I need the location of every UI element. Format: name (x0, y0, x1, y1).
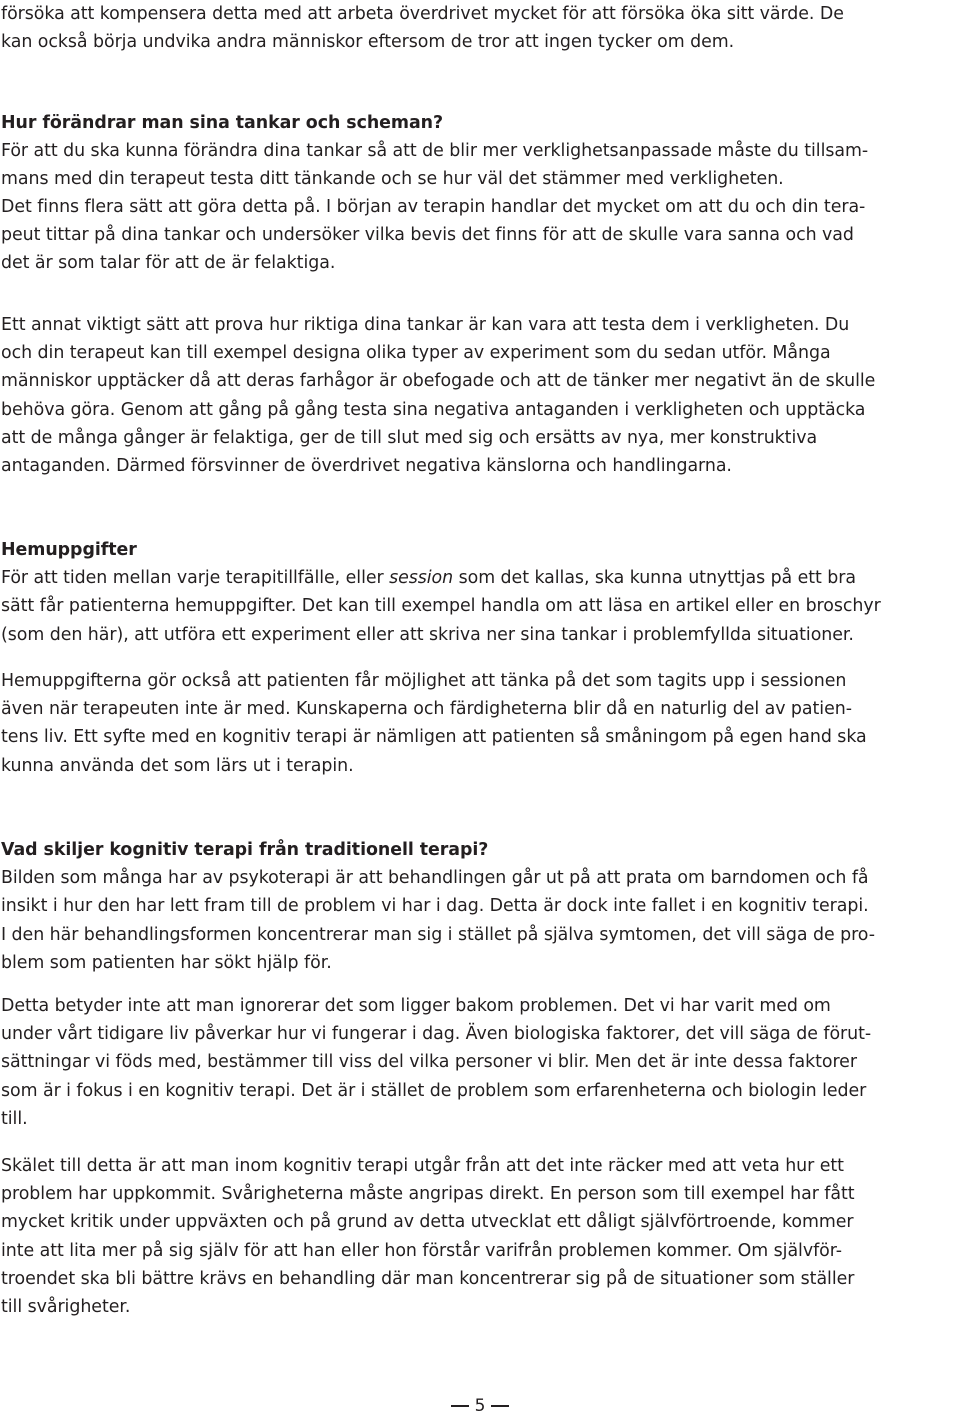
footer-dash-right (491, 1405, 509, 1406)
text-line: (som den här), att utföra ett experiment eller att skriva ner sina tankar i problemfyllda situationer. (1, 624, 854, 645)
text-line: sättningar vi föds med, bestämmer till viss del vilka personer vi blir. Men det är inte dessa faktorer (1, 1052, 857, 1073)
footer-dash-left (451, 1405, 469, 1406)
text-line: mans med din terapeut testa ditt tänkande och se hur väl det stämmer med verkligheten. (1, 169, 784, 190)
text-line: människor upptäcker då att deras farhågor är obefogade och att de tänker mer negativt än de skulle (1, 371, 876, 392)
text-line: Bilden som många har av psykoterapi är att behandlingen går ut på att prata om barndomen och få (1, 868, 869, 889)
section-skillnad (1, 836, 959, 977)
text-line: Hemuppgifterna gör också att patienten får möjlighet att tänka på det som tagits upp i sessionen (1, 671, 847, 691)
text-line: och din terapeut kan till exempel designa olika typer av experiment som du sedan utför. Många (1, 343, 831, 364)
text-line: mycket kritik under uppväxten och på grund av detta utvecklat ett dåligt självförtroende, kommer (1, 1212, 854, 1233)
text-line: antaganden. Därmed försvinner de överdrivet negativa känslorna och handlingarna. (1, 456, 732, 477)
text-line: under vårt tidigare liv påverkar hur vi fungerar i dag. Även biologiska faktorer, det vill säga de förut- (1, 1024, 872, 1045)
text-line: som är i fokus i en kognitiv terapi. Det är i stället de problem som erfarenheterna och biologin leder (1, 1080, 867, 1101)
text-line: det är som talar för att de är felaktiga. (1, 253, 336, 274)
text-line: troendet ska bli bättre krävs en behandling där man koncentrerar sig på de situationer som ställer (1, 1268, 855, 1289)
text-line: försöka att kompensera detta med att arbeta överdrivet mycket för att försöka öka sitt värde. De (1, 4, 844, 24)
text-line: behöva göra. Genom att gång på gång testa sina negativa antaganden i verkligheten och upptäcka (1, 399, 866, 420)
text-line: till. (1, 1108, 28, 1129)
section-heading: Hemuppgifter (1, 540, 137, 560)
text-line: kan också börja undvika andra människor eftersom de tror att ingen tycker om dem. (1, 32, 735, 53)
text-line: För att du ska kunna förändra dina tankar så att de blir mer verklighetsanpassade måste du tillsam- (1, 141, 869, 162)
text-line: problem har uppkommit. Svårigheterna måste angripas direkt. En person som till exempel har fått (1, 1184, 855, 1205)
section-hemuppgifter (1, 536, 959, 649)
text-line: sätt får patienterna hemuppgifter. Det kan till exempel handla om att läsa en artikel eller en broschyr (1, 596, 881, 617)
text-line: För att tiden mellan varje terapitillfälle, eller session som det kallas, ska kunna utnyttjas på ett bra (1, 568, 857, 589)
page-footer (0, 1394, 960, 1418)
text-line: Ett annat viktigt sätt att prova hur riktiga dina tankar är kan vara att testa dem i verkligheten. Du (1, 315, 850, 335)
paragraph (1, 1152, 959, 1321)
paragraph (1, 193, 959, 278)
text-line: I den här behandlingsformen koncentrerar man sig i stället på själva symtomen, det vill säga de pro- (1, 924, 875, 945)
text-line: Det finns flera sätt att göra detta på. I början av terapin handlar det mycket om att du och din tera- (1, 197, 866, 217)
text-line: Detta betyder inte att man ignorerar det som ligger bakom problemen. Det vi har varit med om (1, 996, 831, 1016)
section-tankar (1, 109, 959, 194)
text-line: tens liv. Ett syfte med en kognitiv terapi är nämligen att patienten så småningom på egen hand ska (1, 727, 867, 748)
paragraph-lead: Det finns flera sätt att göra detta på. (1, 197, 321, 217)
paragraph (1, 992, 959, 1133)
text-line: Skälet till detta är att man inom kognitiv terapi utgår från att det inte räcker med att veta hur ett (1, 1156, 844, 1176)
text-line: blem som patienten har sökt hjälp för. (1, 952, 332, 973)
paragraph (1, 311, 959, 480)
section-heading: Vad skiljer kognitiv terapi från traditionell terapi? (1, 840, 489, 860)
page-number: 5 (474, 1396, 486, 1416)
paragraph (1, 667, 959, 780)
text-line: kunna använda det som lärs ut i terapin. (1, 755, 354, 776)
section-heading: Hur förändrar man sina tankar och scheman? (1, 113, 444, 133)
text-line: till svårigheter. (1, 1297, 131, 1318)
text-line: att de många gånger är felaktiga, ger de till slut med sig och ersätts av nya, mer konstruktiva (1, 427, 818, 448)
intro-paragraph (1, 0, 959, 56)
italic-term: session (389, 568, 454, 589)
text-line: inte att lita mer på sig själv för att han eller hon förstår varifrån problemen kommer. Om självför- (1, 1240, 842, 1261)
text-line: insikt i hur den har lett fram till de problem vi har i dag. Detta är dock inte fallet i en kognitiv terapi. (1, 896, 869, 917)
text-line: även när terapeuten inte är med. Kunskaperna och färdigheterna blir då en naturlig del av patien- (1, 699, 852, 720)
text-line: peut tittar på dina tankar och undersöker vilka bevis det finns för att de skulle vara sanna och vad (1, 225, 854, 246)
